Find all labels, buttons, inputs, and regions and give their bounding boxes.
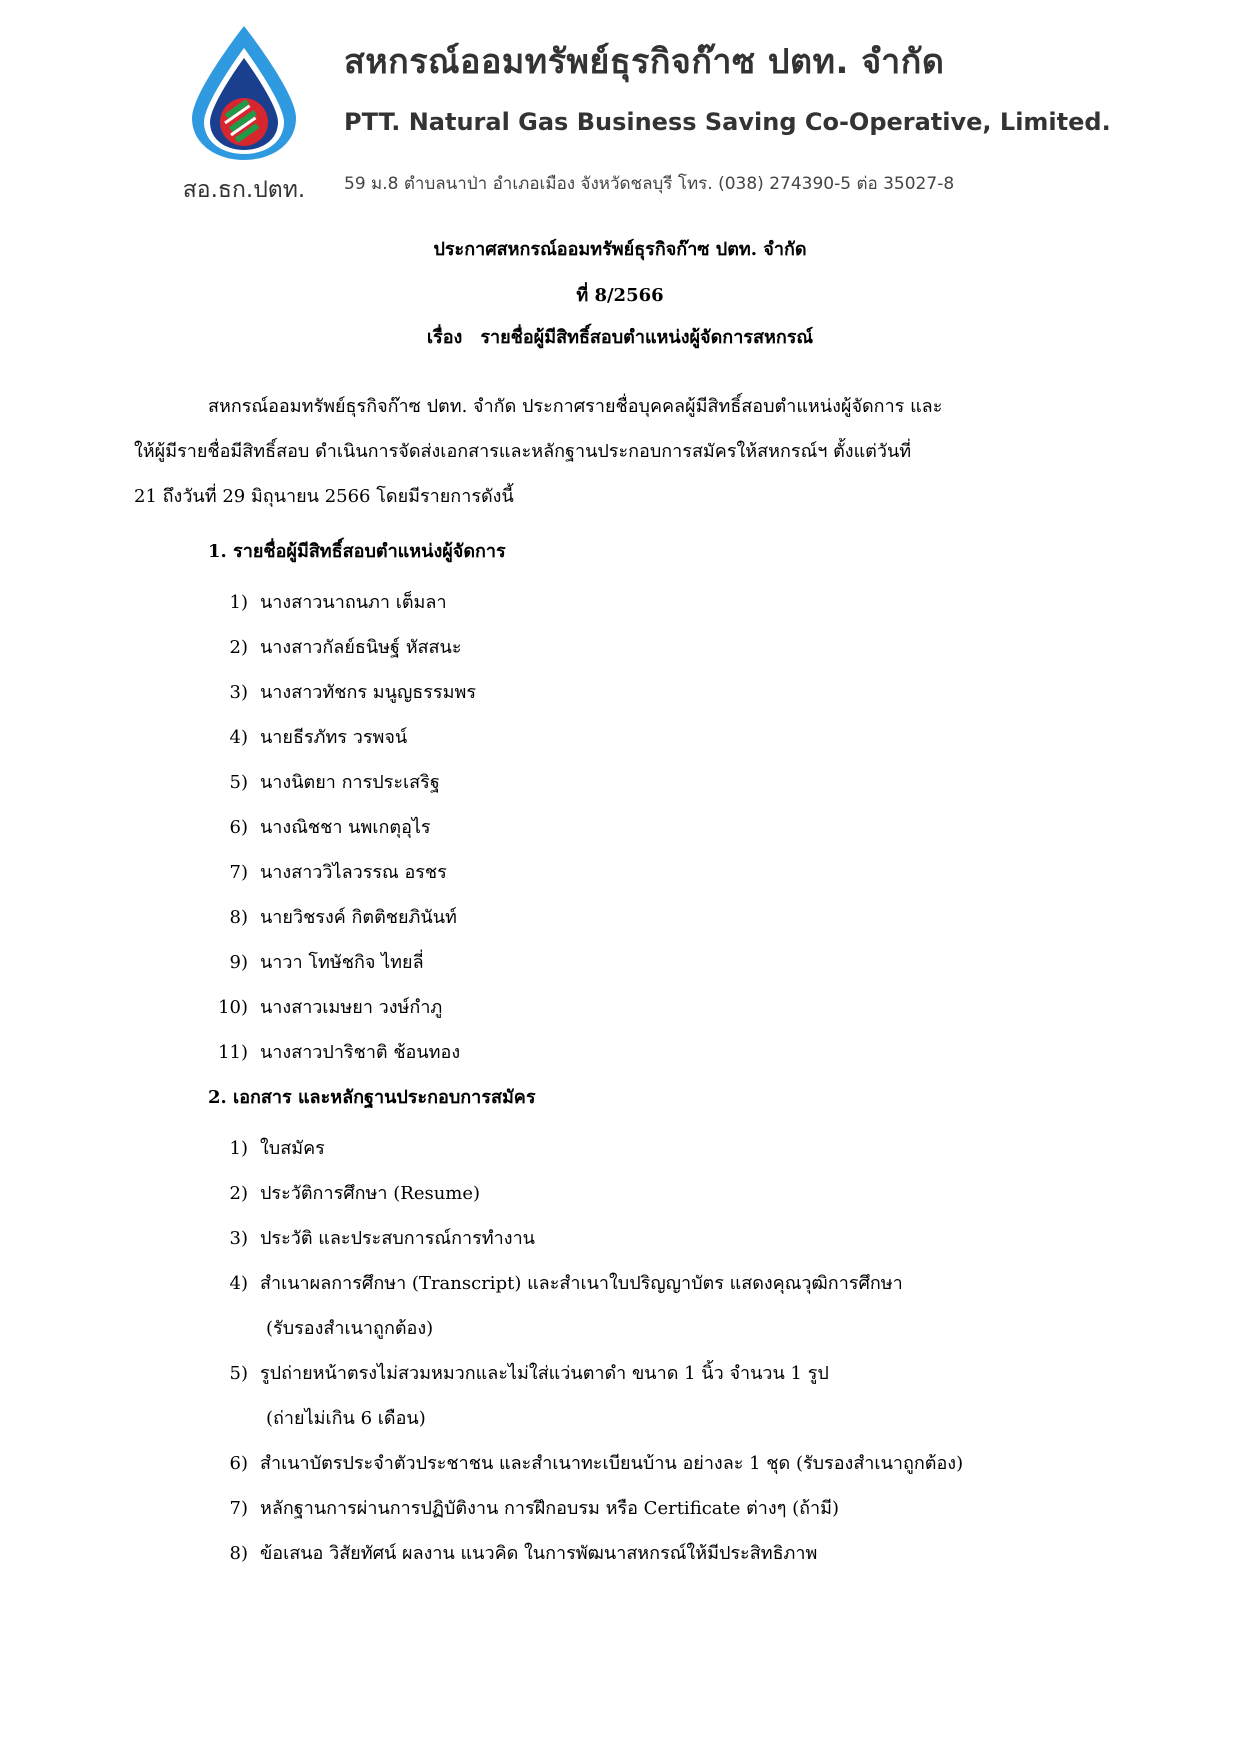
document-item-text: ใบสมัคร [260,1138,325,1159]
item-number: 3) [229,1228,248,1249]
document-item-text: ประวัติ และประสบการณ์การทำงาน [260,1228,535,1249]
candidate-name: นางสาวกัลย์ธนิษฐ์ หัสสนะ [260,637,462,658]
list-item [200,850,476,895]
announcement-title: ประกาศสหกรณ์ออมทรัพย์ธุรกิจก๊าซ ปตท. จำกัด [433,239,807,260]
announcement-body [134,384,1100,519]
item-number: 2) [229,637,248,658]
item-number: 5) [229,772,248,793]
organization-name-thai: สหกรณ์ออมทรัพย์ธุรกิจก๊าซ ปตท. จำกัด [344,42,945,82]
candidate-name: นางสาวปาริชาติ ช้อนทอง [260,1042,461,1063]
item-number: 7) [229,1498,248,1519]
item-number: 3) [229,682,248,703]
section-1-heading: 1. รายชื่อผู้มีสิทธิ์สอบตำแหน่งผู้จัดการ [208,541,506,562]
document-item-note: (ถ่ายไม่เกิน 6 เดือน) [266,1408,426,1429]
document-item-text: สำเนาผลการศึกษา (Transcript) และสำเนาใบปริญญาบัตร แสดงคุณวุฒิการศึกษา [260,1273,903,1294]
list-item [200,1351,963,1441]
candidate-name: นางสาวทัชกร มนูญธรรมพร [260,682,476,703]
ptt-drop-logo-icon [184,22,304,162]
subject-label: เรื่อง [426,327,463,348]
body-line-2: ให้ผู้มีรายชื่อมีสิทธิ์สอบ ดำเนินการจัดส่งเอกสารและหลักฐานประกอบการสมัครให้สหกรณ์ฯ ตั้งแต่วันที่ [134,441,912,462]
item-number: 11) [218,1042,248,1063]
item-number: 8) [229,907,248,928]
item-number: 8) [229,1543,248,1564]
item-number: 1) [229,1138,248,1159]
organization-address: 59 ม.8 ตำบลนาป่า อำเภอเมือง จังหวัดชลบุรี โทร. (038) 274390-5 ต่อ 35027-8 [344,174,955,194]
candidate-name: นายวิชรงค์ กิตติชยภินันท์ [260,907,457,928]
item-number: 6) [229,1453,248,1474]
item-number: 7) [229,862,248,883]
logo-caption: สอ.ธก.ปตท. [182,177,306,203]
candidate-name: นายธีรภัทร วรพจน์ [260,727,408,748]
candidate-name: นางณิชชา นพเกตุอุไร [260,817,431,838]
subject-text: รายชื่อผู้มีสิทธิ์สอบตำแหน่งผู้จัดการสหกรณ์ [480,327,814,348]
item-number: 5) [229,1363,248,1384]
list-item [200,895,476,940]
item-number: 4) [229,1273,248,1294]
item-number: 1) [229,592,248,613]
item-number: 2) [229,1183,248,1204]
organization-name-english: PTT. Natural Gas Business Saving Co-Operative, Limited. [344,108,1111,136]
list-item [200,1486,963,1531]
body-line-1: สหกรณ์ออมทรัพย์ธุรกิจก๊าซ ปตท. จำกัด ประกาศรายชื่อบุคคลผู้มีสิทธิ์สอบตำแหน่งผู้จัดการ และ [208,396,943,417]
document-item-text: สำเนาบัตรประจำตัวประชาชน และสำเนาทะเบียนบ้าน อย่างละ 1 ชุด (รับรองสำเนาถูกต้อง) [260,1453,964,1474]
announcement-number: ที่ 8/2566 [576,285,664,306]
item-number: 6) [229,817,248,838]
list-item [200,985,476,1030]
list-item [200,625,476,670]
list-item [200,715,476,760]
document-item-note: (รับรองสำเนาถูกต้อง) [266,1318,434,1339]
candidate-name: นางสาวนาถนภา เต็มลา [260,592,447,613]
document-item-text: ข้อเสนอ วิสัยทัศน์ ผลงาน แนวคิด ในการพัฒนาสหกรณ์ให้มีประสิทธิภาพ [260,1543,818,1564]
list-item [200,670,476,715]
document-item-text: หลักฐานการผ่านการปฏิบัติงาน การฝึกอบรม หรือ Certificate ต่างๆ (ถ้ามี) [260,1498,840,1519]
list-item [200,805,476,850]
eligible-candidates-list [200,580,476,1075]
list-item [200,1171,963,1216]
list-item [200,1531,963,1576]
organization-logo [170,22,318,203]
candidate-name: นางนิตยา การประเสริฐ [260,772,440,793]
list-item [200,1216,963,1261]
list-item [200,1261,963,1351]
candidate-name: นางสาวเมษยา วงษ์กำภู [260,997,443,1018]
list-item [200,580,476,625]
document-item-text: รูปถ่ายหน้าตรงไม่สวมหมวกและไม่ใส่แว่นตาดำ ขนาด 1 นิ้ว จำนวน 1 รูป [260,1363,829,1384]
item-number: 4) [229,727,248,748]
document-item-text: ประวัติการศึกษา (Resume) [260,1183,481,1204]
list-item [200,940,476,985]
item-number: 9) [229,952,248,973]
announcement-subject-line [0,322,1240,351]
list-item [200,1126,963,1171]
candidate-name: นาวา โทษัชกิจ ไทยลี่ [260,952,424,973]
list-item [200,760,476,805]
section-2-heading: 2. เอกสาร และหลักฐานประกอบการสมัคร [208,1087,536,1108]
body-line-3: 21 ถึงวันที่ 29 มิถุนายน 2566 โดยมีรายการดังนี้ [134,486,514,507]
list-item [200,1030,476,1075]
required-documents-list [200,1126,963,1576]
candidate-name: นางสาววิไลวรรณ อรชร [260,862,447,883]
item-number: 10) [218,997,248,1018]
list-item [200,1441,963,1486]
